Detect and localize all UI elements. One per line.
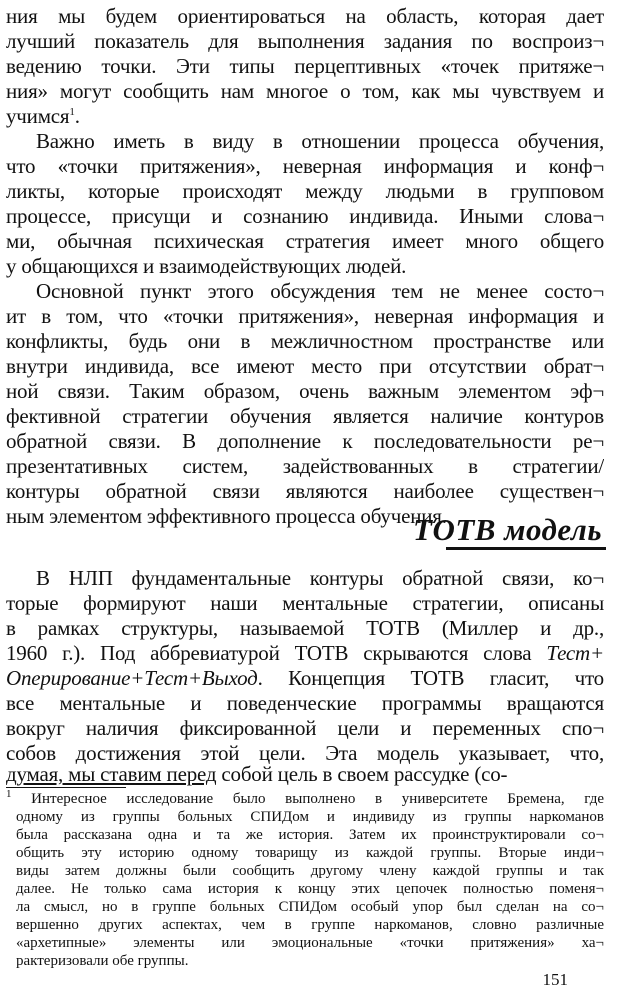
text-line: у общающихся и взаимодействующих людей. [6, 254, 407, 278]
text-line: все ментальные и поведенческие программы вращаются [6, 691, 604, 715]
footnote-line: далее. Не только сама история к концу этих цепочек полностью поменя¬ [16, 881, 604, 897]
footnote-line: одному из группы больных СПИДом и индивиду из группы наркоманов [16, 809, 604, 825]
text-line: думая, мы ставим перед собой цель в своем рассудке (со- [6, 762, 508, 786]
text-line: вокруг наличия фиксированной цели и переменных спо¬ [6, 716, 604, 740]
text-line: ния мы будем ориентироваться на область, которая дает [6, 4, 604, 28]
footnote-line: ла смысл, но в группе больных СПИДом особый упор был сделан на со¬ [16, 899, 604, 915]
text-line: ликты, которые происходят между людьми в групповом [6, 179, 604, 203]
text-line: лучший показатель для выполнения задания по воспроиз¬ [6, 29, 604, 53]
underlined-phrase: думая, мы ставим перед [6, 762, 217, 786]
section-heading: ТОТВ модель [413, 512, 602, 547]
footnote-line: общить эту историю одному товарищу из каждой группы. Вторые инди¬ [16, 845, 604, 861]
text-line: контуры обратной связи являются наиболее существен¬ [6, 479, 604, 503]
text-line: Важно иметь в виду в отношении процесса обучения, [36, 129, 604, 153]
page-number: 151 [542, 970, 568, 989]
footnote-mark: 1 [6, 790, 12, 800]
text-line: фективной стратегии обучения является наличие контуров [6, 404, 604, 428]
text-line: ным элементом эффективного процесса обучения. [6, 504, 447, 528]
text-line: учимся$^1$. [6, 104, 80, 128]
footnote-divider [6, 787, 126, 788]
text-line: процессе, присущи и сознанию индивида. Иными слова¬ [6, 204, 604, 228]
text-line: ит в том, что «точки притяжения», неверная информация и [6, 304, 604, 328]
text-line: презентативных систем, задействованных в стратегии/ [6, 454, 604, 478]
text-line: что «точки притяжения», неверная информация и конф¬ [6, 154, 604, 178]
footnote-reference: 1 [69, 106, 75, 118]
footnote-line: была рассказана одна и та же история. Затем их проинструктировали со¬ [16, 827, 604, 843]
text-line: конфликты, будь они в межличностном пространстве или [6, 329, 604, 353]
text-line: 1960 г.). Под аббревиатурой ТОТВ скрываются слова Тест+ [6, 641, 604, 665]
footnote-line: виды затем должны были сообщить другому члену каждой группы и так [16, 863, 604, 879]
text-line: ми, обычная психическая стратегия имеет много общего [6, 229, 604, 253]
text-line: внутри индивида, все имеют место при отсутствии обрат¬ [6, 354, 604, 378]
text-line: В НЛП фундаментальные контуры обратной связи, ко¬ [36, 566, 604, 590]
text-line: ведению точки. Эти типы перцептивных «точек притяже¬ [6, 54, 604, 78]
text-line: ния» могут сообщить нам многое о том, как мы чувствуем и [6, 79, 604, 103]
text-line: ной связи. Таким образом, очень важным элементом эф¬ [6, 379, 604, 403]
text-line: торые формируют наши ментальные стратегии, описаны [6, 591, 604, 615]
text-line: Оперирование+Тест+Выход. Концепция ТОТВ гласит, что [6, 666, 604, 690]
footnote-line: вершенно других аспектах, чем в группе наркоманов, словно различные [16, 917, 604, 933]
heading-underline [446, 547, 606, 550]
text-line: собов достижения этой цели. Эта модель указывает, что, [6, 741, 604, 765]
text-line: Основной пункт этого обсуждения тем не менее состо¬ [36, 279, 604, 303]
footnote-line: «архетипные» элементы или эмоциональные «точки притяжения» ха¬ [16, 935, 604, 951]
footnote-line: рактеризовали обе группы. [16, 953, 189, 969]
footnote-line: $^1$ Интересное исследование было выполнено в университете Бремена, где [6, 790, 604, 807]
text-line: обратной связи. В дополнение к последовательности ре¬ [6, 429, 604, 453]
text-line: в рамках структуры, называемой ТОТВ (Миллер и др., [6, 616, 604, 640]
